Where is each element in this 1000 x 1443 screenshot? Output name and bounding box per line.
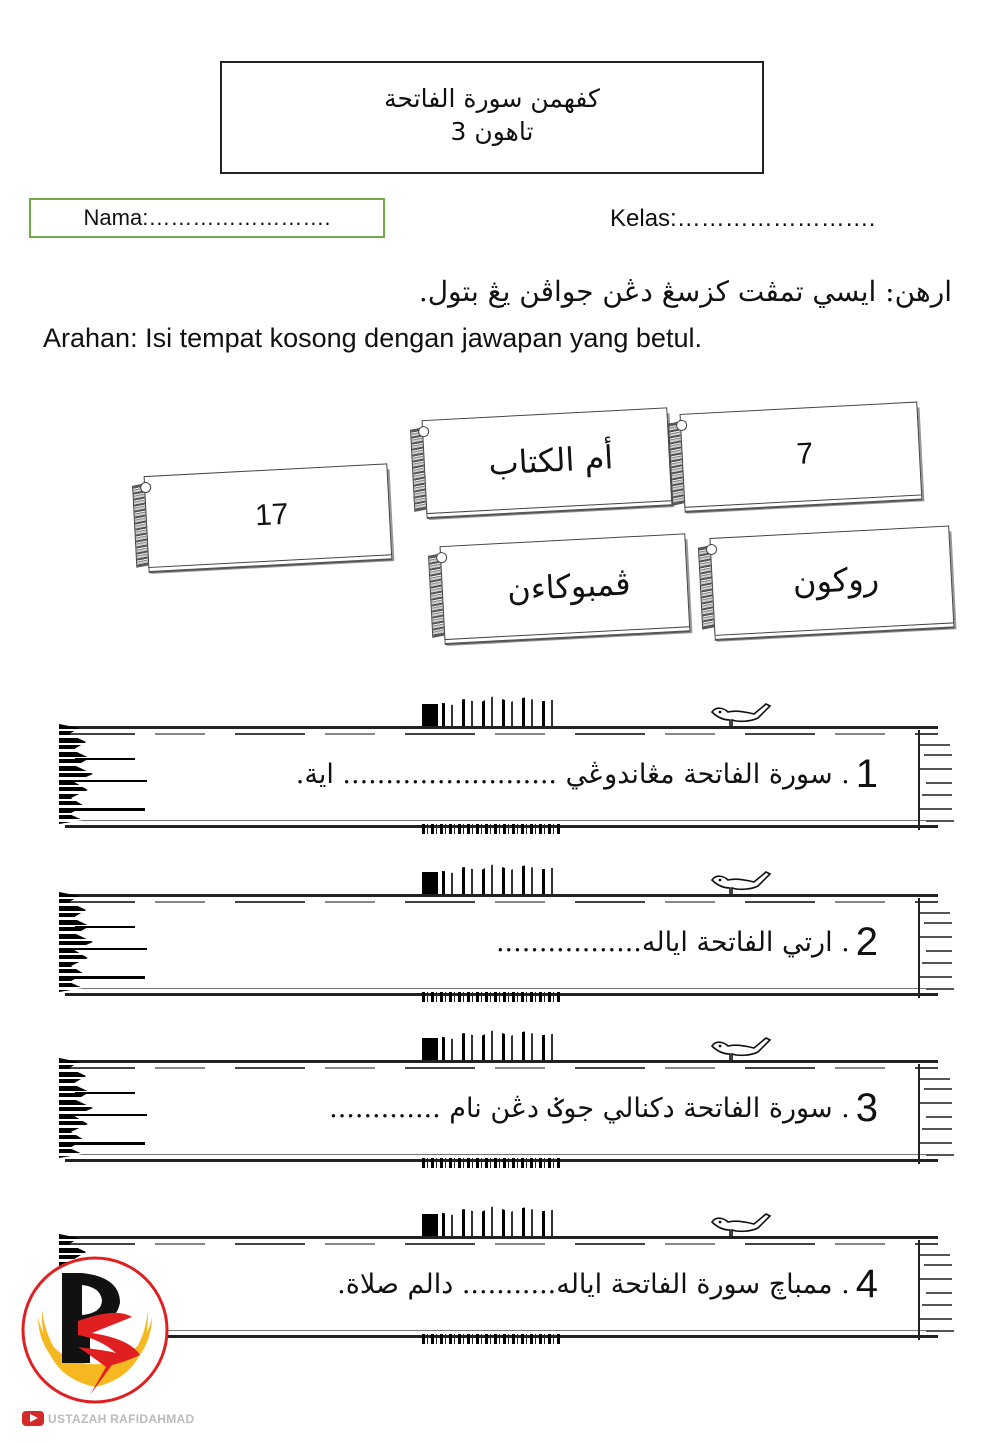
bird-icon bbox=[710, 1036, 772, 1062]
question-text: . سورة الفاتحة دكنالي جوݢ دڠن نام ............. bbox=[329, 1092, 850, 1124]
torn-edge-lines bbox=[75, 730, 150, 820]
under-decoration bbox=[422, 992, 560, 1002]
question-number: 1 bbox=[855, 751, 878, 796]
bird-icon bbox=[710, 1212, 772, 1238]
village-decoration-icon bbox=[422, 696, 560, 726]
village-decoration-icon bbox=[422, 872, 438, 894]
torn-edge-lines bbox=[75, 898, 150, 988]
kelas-field[interactable]: Kelas:……………………. bbox=[610, 205, 876, 232]
answer-card-rukun[interactable] bbox=[697, 525, 954, 642]
question-1 bbox=[296, 742, 878, 806]
answer-card-7[interactable] bbox=[668, 402, 923, 515]
question-number: 2 bbox=[855, 919, 878, 964]
question-number: 3 bbox=[855, 1085, 878, 1130]
rs-logo-icon bbox=[20, 1255, 170, 1405]
torn-edge-right bbox=[918, 730, 960, 830]
question-banner-4[interactable] bbox=[55, 1200, 960, 1360]
torn-edge-lines bbox=[75, 1064, 150, 1154]
under-decoration bbox=[422, 824, 560, 834]
village-decoration-icon bbox=[422, 1214, 438, 1236]
question-text: . سورة الفاتحة مڠاندوڠي ......................... اية. bbox=[295, 758, 850, 790]
card-label: 17 bbox=[254, 497, 290, 533]
question-4 bbox=[337, 1252, 878, 1316]
question-banner-3[interactable] bbox=[55, 1024, 960, 1184]
card-label: أم الكتاب bbox=[487, 438, 615, 483]
bird-icon bbox=[710, 702, 772, 728]
instruction-jawi: ارهن: ايسي تمڤت كزسڠ دڠن جواڤن يڠ بتول. bbox=[418, 275, 952, 308]
answer-card-pembukaan[interactable] bbox=[428, 533, 691, 646]
question-banner-1[interactable] bbox=[55, 690, 960, 850]
answer-card-17[interactable] bbox=[132, 463, 393, 574]
question-2 bbox=[496, 910, 878, 974]
torn-edge-right bbox=[918, 898, 960, 998]
card-label: ڤمبوكاءن bbox=[506, 564, 632, 609]
question-3 bbox=[329, 1076, 878, 1140]
village-decoration-icon bbox=[422, 1030, 560, 1060]
question-text: . ممباچ سورة الفاتحة اياله........... دالم صلاة. bbox=[337, 1268, 850, 1300]
youtube-icon bbox=[22, 1411, 44, 1426]
instruction-rumi: Arahan: Isi tempat kosong dengan jawapan yang betul. bbox=[43, 323, 702, 353]
worksheet-title-box bbox=[220, 61, 764, 174]
card-label: 7 bbox=[795, 437, 814, 471]
worksheet-year: تاهون 3 bbox=[450, 117, 534, 146]
answer-card-umm-al-kitab[interactable] bbox=[410, 407, 673, 520]
torn-edge-right bbox=[918, 1240, 960, 1340]
under-decoration bbox=[422, 1158, 560, 1168]
village-decoration-icon bbox=[422, 1206, 560, 1236]
card-label: روكون bbox=[791, 559, 880, 602]
question-text: . ارتي الفاتحة اياله................. bbox=[495, 926, 850, 958]
bird-icon bbox=[710, 870, 772, 896]
question-banner-2[interactable] bbox=[55, 858, 960, 1018]
village-decoration-icon bbox=[422, 864, 560, 894]
nama-field[interactable]: Nama:……………………. bbox=[29, 198, 385, 238]
village-decoration-icon bbox=[422, 704, 438, 726]
village-decoration-icon bbox=[422, 1038, 438, 1060]
youtube-watermark bbox=[22, 1411, 195, 1426]
worksheet-title: كفهمن سورة الفاتحة bbox=[384, 84, 600, 113]
question-number: 4 bbox=[855, 1261, 878, 1306]
torn-edge-right bbox=[918, 1064, 960, 1164]
under-decoration bbox=[422, 1334, 560, 1344]
watermark-text: USTAZAH RAFIDAHMAD bbox=[48, 1411, 195, 1426]
